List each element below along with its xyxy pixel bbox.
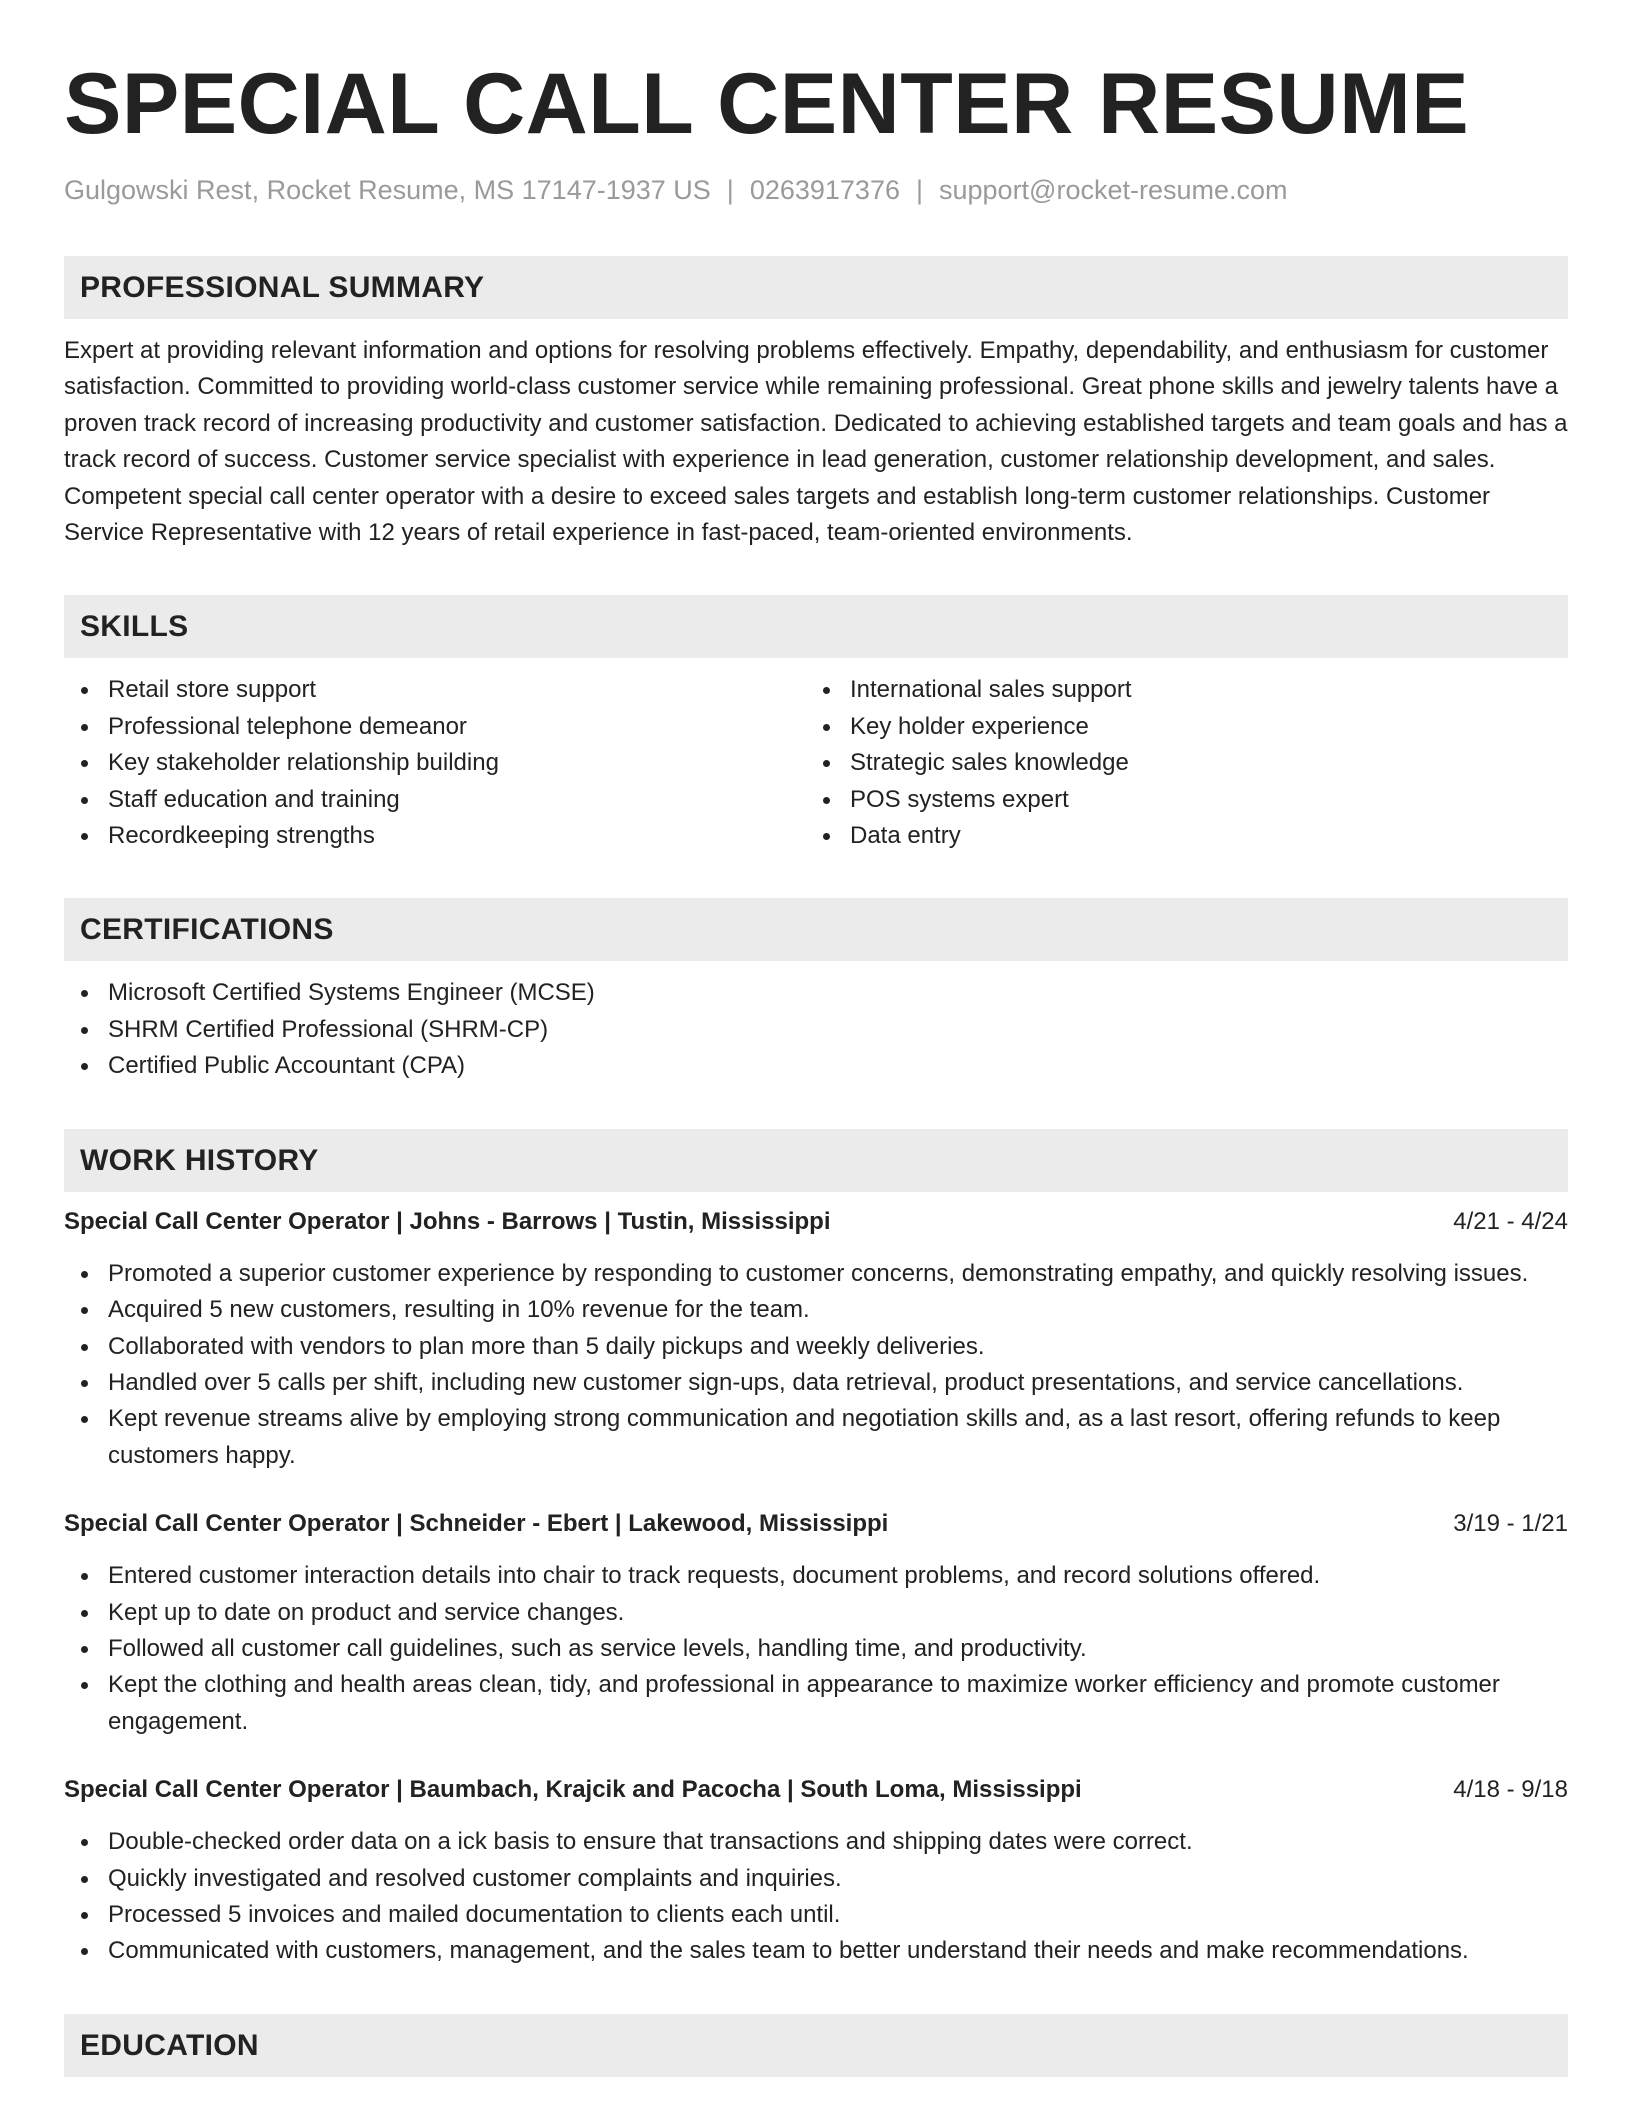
- job-entry: [64, 1506, 1568, 1740]
- education-section: [64, 2014, 1568, 2077]
- certifications-heading: CERTIFICATIONS: [64, 898, 1568, 961]
- job-bullet: Double-checked order data on a ick basis to ensure that transactions and shipping dates were correct.: [64, 1824, 1568, 1860]
- job-bullet: Followed all customer call guidelines, such as service levels, handling time, and productivity.: [64, 1631, 1568, 1667]
- job-bullet: Entered customer interaction details into chair to track requests, document problems, and record solutions offered.: [64, 1558, 1568, 1594]
- contact-phone: 0263917376: [749, 175, 900, 205]
- job-bullet: Collaborated with vendors to plan more than 5 daily pickups and weekly deliveries.: [64, 1329, 1568, 1365]
- summary-heading: PROFESSIONAL SUMMARY: [64, 256, 1568, 319]
- job-dates: 4/18 - 9/18: [1453, 1776, 1568, 1804]
- job-header: [64, 1506, 1568, 1542]
- skills-heading: SKILLS: [64, 595, 1568, 658]
- job-bullet: Kept up to date on product and service changes.: [64, 1595, 1568, 1631]
- certification-item: Microsoft Certified Systems Engineer (MCSE): [64, 975, 1568, 1011]
- skills-section: [64, 595, 1568, 854]
- summary-section: [64, 256, 1568, 551]
- skills-list-right: [806, 672, 1548, 854]
- skill-item: POS systems expert: [806, 782, 1548, 818]
- job-header: [64, 1204, 1568, 1240]
- skills-list-left: [64, 672, 806, 854]
- summary-text: Expert at providing relevant information and options for resolving problems effectively. Empathy, dependability, and enthusiasm for customer satisfaction. Committed to providing world-class customer service while remaining professional. Great phone skills and jewelry talents have a proven track record of increasing productivity and customer satisfaction. Dedicated to achieving established targets and team goals and has a track record of success. Customer service specialist with experience in lead generation, customer relationship development, and sales. Competent special call center operator with a desire to exceed sales targets and establish long-term customer relationships. Customer Service Representative with 12 years of retail experience in fast-paced, team-oriented environments.: [64, 337, 1568, 547]
- job-title: Special Call Center Operator | Baumbach, Krajcik and Pacocha | South Loma, Mississippi: [64, 1776, 1082, 1804]
- job-dates: 4/21 - 4/24: [1453, 1207, 1568, 1235]
- work-history-heading: WORK HISTORY: [64, 1129, 1568, 1192]
- job-bullets: [64, 1824, 1568, 1970]
- job-bullet: Handled over 5 calls per shift, including new customer sign-ups, data retrieval, product presentations, and service cancellations.: [64, 1365, 1568, 1401]
- certification-item: SHRM Certified Professional (SHRM-CP): [64, 1012, 1568, 1048]
- job-entry: [64, 1772, 1568, 1970]
- skill-item: International sales support: [806, 672, 1548, 708]
- skill-item: Strategic sales knowledge: [806, 745, 1548, 781]
- resume-title: SPECIAL CALL CENTER RESUME: [64, 56, 1470, 152]
- skill-item: Recordkeeping strengths: [64, 818, 806, 854]
- certification-item: Certified Public Accountant (CPA): [64, 1048, 1568, 1084]
- certifications-list: [64, 975, 1568, 1084]
- work-history-section: [64, 1129, 1568, 1970]
- job-bullet: Communicated with customers, management, and the sales team to better understand their needs and make recommendations.: [64, 1933, 1568, 1969]
- contact-line: [64, 170, 1568, 210]
- education-heading: EDUCATION: [64, 2014, 1568, 2077]
- job-bullet: Quickly investigated and resolved customer complaints and inquiries.: [64, 1861, 1568, 1897]
- skills-columns: [64, 658, 1568, 854]
- job-entry: [64, 1204, 1568, 1474]
- contact-address: Gulgowski Rest, Rocket Resume, MS 17147-1937 US: [64, 175, 711, 205]
- job-bullet: Acquired 5 new customers, resulting in 10% revenue for the team.: [64, 1292, 1568, 1328]
- job-bullet: Kept revenue streams alive by employing strong communication and negotiation skills and, as a last resort, offering refunds to keep customers happy.: [64, 1401, 1568, 1474]
- job-bullet: Kept the clothing and health areas clean, tidy, and professional in appearance to maximize worker efficiency and promote customer engagement.: [64, 1667, 1568, 1740]
- skill-item: Key holder experience: [806, 709, 1548, 745]
- job-bullet: Promoted a superior customer experience by responding to customer concerns, demonstrating empathy, and quickly resolving issues.: [64, 1256, 1568, 1292]
- job-title: Special Call Center Operator | Johns - Barrows | Tustin, Mississippi: [64, 1207, 831, 1235]
- skill-item: Data entry: [806, 818, 1548, 854]
- certifications-section: [64, 898, 1568, 1084]
- contact-separator: |: [726, 175, 734, 205]
- job-bullets: [64, 1558, 1568, 1740]
- skill-item: Professional telephone demeanor: [64, 709, 806, 745]
- job-header: [64, 1772, 1568, 1808]
- job-dates: 3/19 - 1/21: [1453, 1510, 1568, 1538]
- skill-item: Retail store support: [64, 672, 806, 708]
- contact-email: support@rocket-resume.com: [939, 175, 1288, 205]
- contact-separator: |: [915, 175, 923, 205]
- skill-item: Key stakeholder relationship building: [64, 745, 806, 781]
- job-bullet: Processed 5 invoices and mailed documentation to clients each until.: [64, 1897, 1568, 1933]
- job-title: Special Call Center Operator | Schneider - Ebert | Lakewood, Mississippi: [64, 1510, 889, 1538]
- skill-item: Staff education and training: [64, 782, 806, 818]
- job-bullets: [64, 1256, 1568, 1474]
